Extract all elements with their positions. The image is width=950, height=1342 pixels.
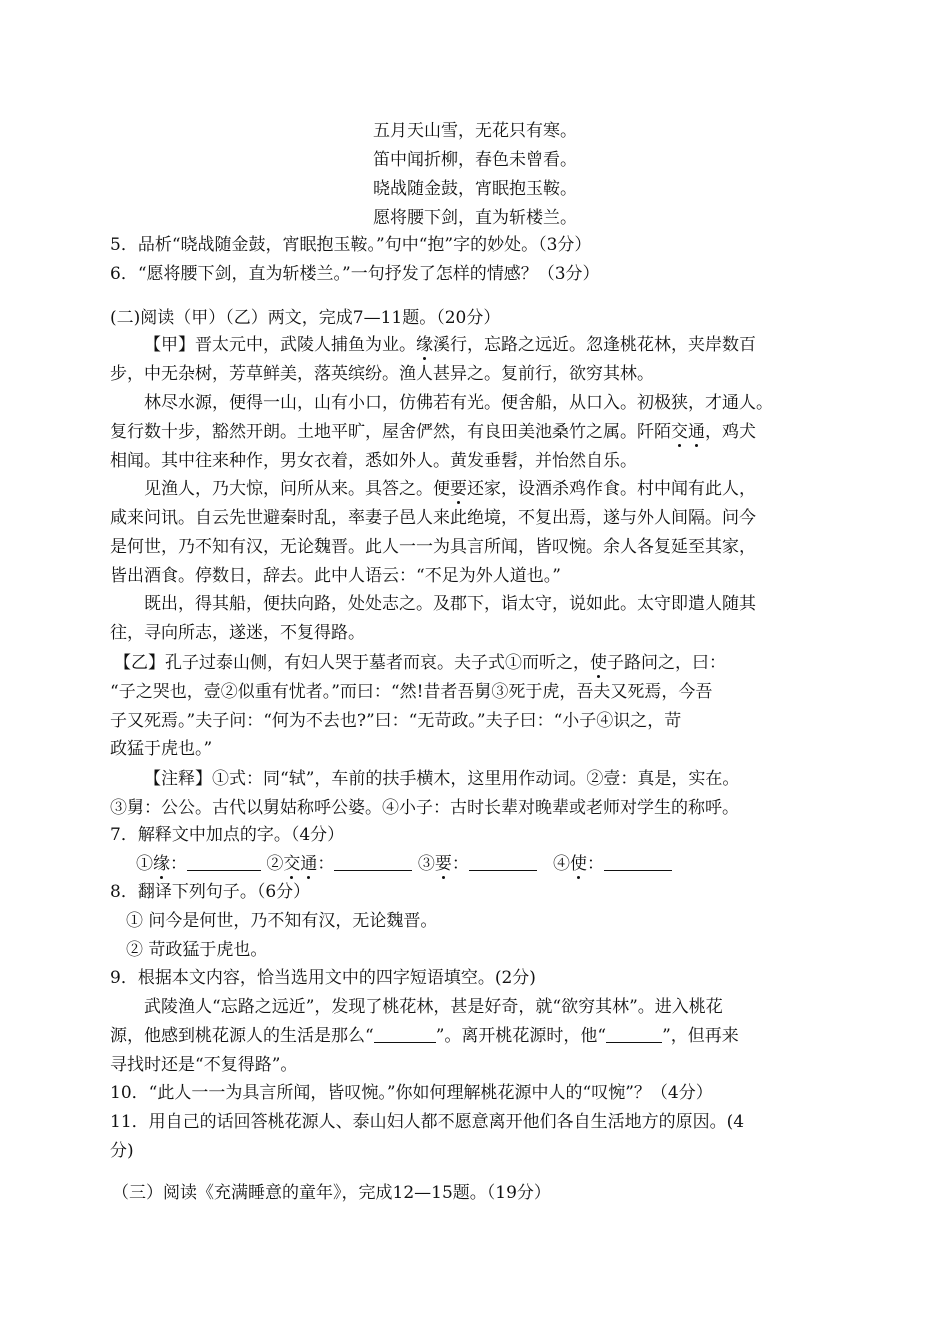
jia-paragraph-2-line-3: 相闻。其中往来种作，男女衣着，悉如外人。黄发垂髫，并怡然自乐。 bbox=[110, 451, 637, 471]
dotted-char: 使 bbox=[590, 653, 607, 673]
question-9-line-3: 寻找时还是“不复得路”。 bbox=[110, 1055, 298, 1075]
question-5: 5．品析“晓战随金鼓，宵眠抱玉鞍。”句中“抱”字的妙处。（3分） bbox=[110, 235, 592, 255]
answer-blank-4[interactable] bbox=[604, 854, 672, 871]
question-10: 10．“此人一一为具言所闻，皆叹惋。”你如何理解桃花源中人的“叹惋”？（4分） bbox=[110, 1083, 713, 1103]
fill-blank-1[interactable] bbox=[374, 1026, 436, 1043]
poem-line-3: 晓战随金鼓，宵眠抱玉鞍。 bbox=[373, 179, 577, 199]
fill-blank-2[interactable] bbox=[606, 1026, 662, 1043]
answer-blank-2[interactable] bbox=[334, 854, 412, 871]
notes-line-2: ③舅：公公。古代以舅姑称呼公婆。④小子：古时长辈对晚辈或老师对学生的称呼。 bbox=[110, 798, 739, 818]
answer-blank-3[interactable] bbox=[469, 854, 537, 871]
jia-paragraph-1-line-2: 步，中无杂树，芳草鲜美，落英缤纷。渔人甚异之。复前行，欲穷其林。 bbox=[110, 364, 654, 384]
jia-paragraph-1-line-1: 【甲】晋太元中，武陵人捕鱼为业。缘溪行，忘路之远近。忽逢桃花林，夹岸数百 bbox=[144, 335, 756, 355]
jia-paragraph-3-line-1: 见渔人，乃大惊，问所从来。具答之。便要还家，设酒杀鸡作食。村中闻有此人， bbox=[144, 479, 756, 499]
question-6: 6．“愿将腰下剑，直为斩楼兰。”一句抒发了怎样的情感？（3分） bbox=[110, 264, 600, 284]
question-8-sentence-1: ① 问今是何世，乃不知有汉，无论魏晋。 bbox=[126, 911, 438, 931]
dotted-char: 要 bbox=[434, 854, 452, 874]
jia-paragraph-3-line-3: 是何世，乃不知有汉，无论魏晋。此人一一为具言所闻，皆叹惋。余人各复延至其家， bbox=[110, 537, 756, 557]
question-11-line-2: 分) bbox=[110, 1141, 134, 1161]
dotted-char: 交 bbox=[671, 422, 688, 442]
jia-paragraph-2-line-1: 林尽水源，便得一山，山有小口，仿佛若有光。便舍船，从口入。初极狭，才通人。 bbox=[144, 393, 773, 413]
dotted-char: 交 bbox=[283, 854, 301, 874]
jia-paragraph-2-line-2: 复行数十步，豁然开朗。土地平旷，屋舍俨然，有良田美池桑竹之属。阡陌交通，鸡犬 bbox=[110, 422, 756, 442]
question-8-sentence-2: ② 苛政猛于虎也。 bbox=[126, 940, 268, 960]
dotted-char: 通 bbox=[300, 854, 318, 874]
question-11-line-1: 11．用自己的话回答桃花源人、泰山妇人都不愿意离开他们各自生活地方的原因。(4 bbox=[110, 1112, 745, 1132]
jia-paragraph-4-line-2: 往，寻向所志，遂迷，不复得路。 bbox=[110, 623, 365, 643]
yi-line-4: 政猛于虎也。” bbox=[110, 739, 213, 759]
question-9-title: 9．根据本文内容，恰当选用文中的四字短语填空。(2分) bbox=[110, 968, 536, 988]
yi-line-2: “子之哭也，壹②似重有忧者。”而曰：“然!昔者吾舅③死于虎，吾夫又死焉，今吾 bbox=[110, 682, 713, 702]
dotted-char: 缘 bbox=[153, 854, 170, 874]
jia-paragraph-3-line-2: 咸来问讯。自云先世避秦时乱，率妻子邑人来此绝境，不复出焉，遂与外人间隔。问今 bbox=[110, 508, 756, 528]
dotted-char: 缘 bbox=[416, 335, 433, 355]
question-8-title: 8．翻译下列句子。（6分） bbox=[110, 882, 311, 902]
question-7-items: ①缘： ②交通： ③要： ④使： bbox=[136, 853, 672, 875]
yi-line-3: 子又死焉。”夫子问：“何为不去也?”曰：“无苛政。”夫子曰：“小子④识之，苛 bbox=[110, 711, 682, 731]
yi-line-1: 【乙】孔子过泰山侧，有妇人哭于墓者而哀。夫子式①而听之，使子路问之，曰： bbox=[114, 653, 726, 673]
dotted-char: 通 bbox=[688, 422, 705, 442]
answer-blank-1[interactable] bbox=[187, 854, 261, 871]
question-9-line-2: 源，他感到桃花源人的生活是那么“ ”。离开桃花源时，他“ ”，但再来 bbox=[110, 1026, 739, 1046]
jia-paragraph-3-line-4: 皆出酒食。停数日，辞去。此中人语云：“不足为外人道也。” bbox=[110, 566, 561, 586]
jia-paragraph-4-line-1: 既出，得其船，便扶向路，处处志之。及郡下，诣太守，说如此。太守即遣人随其 bbox=[144, 594, 756, 614]
poem-line-1: 五月天山雪，无花只有寒。 bbox=[373, 121, 577, 141]
section-3-heading: （三）阅读《充满睡意的童年》，完成12—15题。（19分） bbox=[112, 1183, 551, 1203]
dotted-char: 要 bbox=[450, 479, 467, 499]
section-2-heading: (二)阅读（甲）（乙）两文，完成7—11题。（20分） bbox=[110, 308, 501, 328]
question-7-title: 7．解释文中加点的字。（4分） bbox=[110, 825, 345, 845]
poem-line-2: 笛中闻折柳，春色未曾看。 bbox=[373, 150, 577, 170]
question-9-line-1: 武陵渔人“忘路之远近”，发现了桃花林，甚是好奇，就“欲穷其林”。进入桃花 bbox=[144, 997, 723, 1017]
dotted-char: 使 bbox=[570, 854, 588, 874]
notes-line-1: 【注释】①式：同“轼”，车前的扶手横木，这里用作动词。②壹：真是，实在。 bbox=[144, 769, 740, 789]
poem-line-4: 愿将腰下剑，直为斩楼兰。 bbox=[373, 208, 577, 228]
